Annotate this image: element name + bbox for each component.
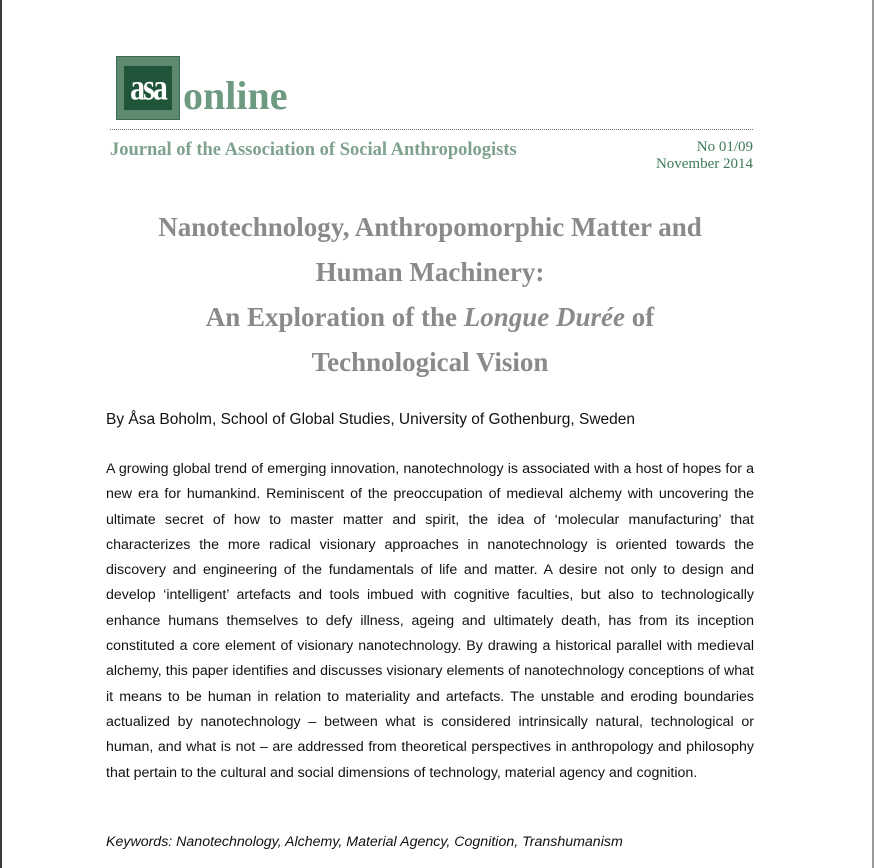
issue-date: November 2014 (655, 156, 753, 172)
title-line-2: Human Machinery: (315, 257, 545, 287)
title-line-3-italic: Longue Durée (463, 302, 626, 332)
title-line-3 (96, 295, 764, 340)
paper-title (96, 205, 764, 385)
title-line-4: Technological Vision (311, 347, 549, 377)
asa-logo-text: asa (130, 66, 166, 108)
title-line-3-before: An Exploration of the (205, 302, 464, 332)
header-dotted-rule (110, 129, 753, 130)
keywords-line: Keywords: Nanotechnology, Alchemy, Material Agency, Cognition, Transhumanism (106, 834, 623, 850)
asa-logo-inner (124, 66, 172, 110)
title-line-1: Nanotechnology, Anthropomorphic Matter and (158, 212, 702, 242)
issue-number: No 01/09 (696, 139, 753, 155)
title-line-3-after: of (625, 302, 655, 332)
issue-info (656, 139, 753, 173)
brand-word-online: online (183, 73, 288, 118)
author-line: By Åsa Boholm, School of Global Studies, University of Gothenburg, Sweden (106, 411, 636, 428)
page-left-edge (0, 0, 2, 868)
asa-logo (116, 56, 180, 120)
journal-name: Journal of the Association of Social Anthropologists (110, 140, 517, 160)
abstract-paragraph: A growing global trend of emerging innovation, nanotechnology is associated with a host of hopes for a new era for humankind. Reminiscent of the preoccupation of medieval alchemy with uncovering the ultimate secret of how to master matter and spirit, the idea of ‘molecular manufacturing’ that characterizes the more radical visionary approaches in nanotechnology is oriented towards the discovery and engineering of the fundamentals of life and matter. A desire not only to design and develop ‘intelligent’ artefacts and tools imbued with cognitive faculties, but also to technologically enhance humans themselves to defy illness, ageing and ultimately death, has from its inception constituted a core element of visionary nanotechnology. By drawing a historical parallel with medieval alchemy, this paper identifies and discusses visionary elements of nanotechnology conceptions of what it means to be human in relation to materiality and artefacts. The unstable and eroding boundaries actualized by nanotechnology – between what is considered intrinsically natural, technological or human, and what is not – are addressed from theoretical perspectives in anthropology and philosophy that pertain to the cultural and social dimensions of technology, material agency and cognition. (106, 461, 754, 781)
